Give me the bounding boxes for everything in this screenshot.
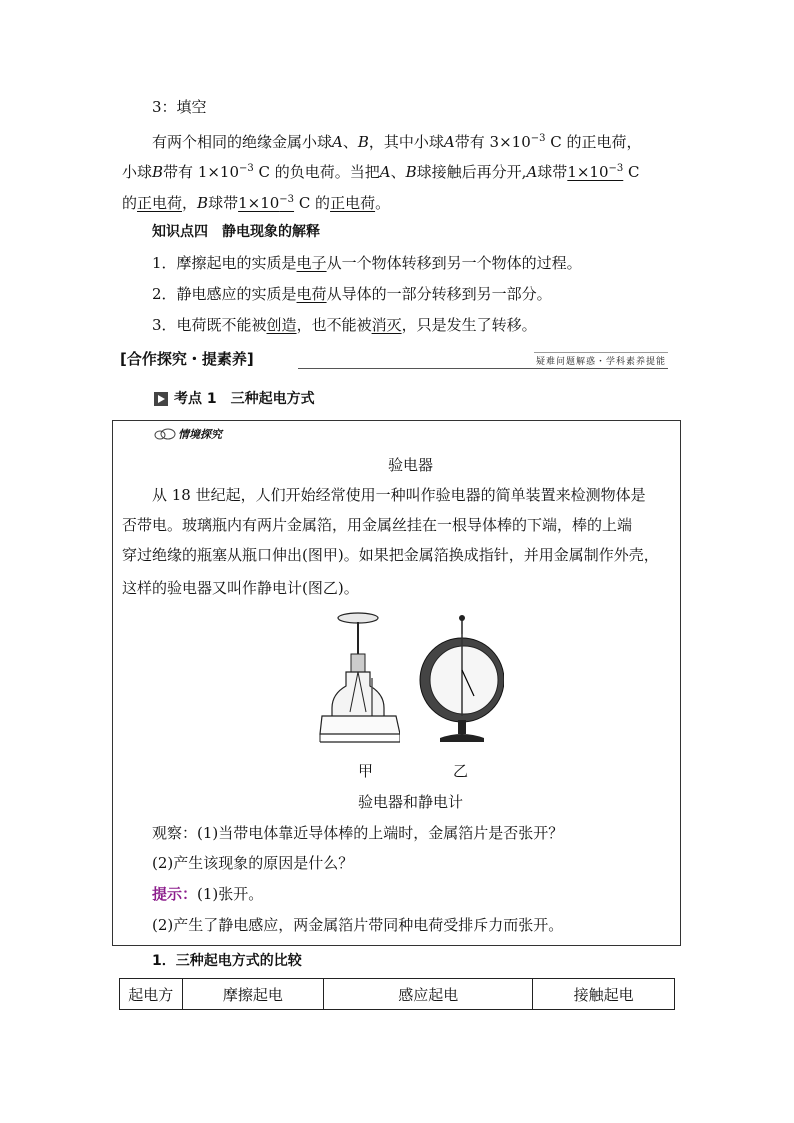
section-rule [298, 368, 668, 369]
text: C 的负电荷。当把 [253, 163, 380, 181]
var-a: A [332, 133, 343, 151]
point1-title: 考点 1 三种起电方式 [174, 391, 315, 407]
fill-heading: 3：填空 [152, 98, 207, 116]
fill-line-1 [152, 128, 642, 153]
figure-label-b: 乙 [453, 762, 469, 780]
header-cell: 摩擦起电 [182, 979, 324, 1010]
answer-4: 正电荷 [330, 194, 376, 212]
var-b: B [357, 133, 369, 151]
text: 的 [122, 194, 138, 212]
scene-label: 情境探究 [178, 428, 222, 441]
answer: 消灭 [371, 316, 402, 334]
answer-text: 1×10 [238, 194, 280, 212]
var-b: B [197, 194, 209, 212]
answer: 电荷 [296, 285, 327, 303]
text: 有两个相同的绝缘金属小球 [152, 133, 333, 151]
text: 从一个物体转移到另一个物体的过程。 [326, 254, 582, 272]
hint-2: (2)产生了静电感应，两金属箔片带同种电荷受排斥力而张开。 [152, 916, 564, 934]
answer: 电子 [296, 254, 327, 272]
kp4-item-2 [152, 283, 552, 305]
cloud-icon [154, 428, 176, 440]
text: 球接触后再分开, [416, 163, 527, 181]
var-a: A [526, 163, 538, 181]
text: 3．电荷既不能被 [152, 316, 267, 334]
figure-caption: 验电器和静电计 [358, 793, 464, 811]
kp4-item-1 [152, 252, 582, 274]
text: ，只是发生了转移。 [401, 316, 537, 334]
section-bar [120, 348, 668, 372]
text: C 的 [294, 194, 331, 212]
table-header-row [120, 979, 675, 1010]
hint-1 [152, 883, 263, 905]
text: ，其中小球 [368, 133, 444, 151]
compare-table [119, 978, 675, 1010]
header-cell: 感应起电 [324, 979, 533, 1010]
exponent: −3 [530, 133, 546, 144]
text: ，也不能被 [296, 316, 372, 334]
kp4-item-3 [152, 314, 537, 336]
section-title: [合作探究・提素养] [120, 350, 254, 368]
var-b: B [152, 163, 164, 181]
text: 球带 [208, 194, 239, 212]
text: 带有 3×10 [454, 133, 531, 151]
kp4-title: 知识点四 静电现象的解释 [152, 224, 320, 240]
scene-para-4: 这样的验电器又叫作静电计(图乙)。 [122, 579, 359, 597]
answer: 创造 [266, 316, 297, 334]
text: 2．静电感应的实质是 [152, 285, 297, 303]
scene-title: 验电器 [388, 456, 434, 474]
var-a: A [379, 163, 391, 181]
hint-label: 提示： [152, 885, 198, 903]
text: 球带 [537, 163, 568, 181]
text: 从导体的一部分转移到另一部分。 [326, 285, 552, 303]
var-a: A [443, 133, 455, 151]
text: C 的正电荷， [545, 133, 642, 151]
answer-1 [567, 163, 623, 181]
text: ， [182, 194, 198, 212]
text: 带有 1×10 [163, 163, 240, 181]
scene-para-3: 穿过绝缘的瓶塞从瓶口伸出(图甲)。如果把金属箔换成指针，并用金属制作外壳， [122, 546, 659, 564]
figure-label-a: 甲 [358, 762, 374, 780]
play-icon [154, 392, 168, 406]
text: C [623, 163, 640, 181]
text: 、 [390, 163, 406, 181]
answer-2: 正电荷 [137, 194, 183, 212]
exponent: −3 [608, 163, 624, 174]
hint-text: (1)张开。 [197, 885, 264, 903]
answer-3 [238, 194, 294, 212]
text: 。 [375, 194, 391, 212]
electrometer-figure [418, 612, 504, 748]
fill-line-2 [122, 158, 640, 183]
var-b: B [405, 163, 417, 181]
exponent: −3 [279, 194, 295, 205]
exponent: −3 [239, 163, 254, 174]
text: 小球 [122, 163, 153, 181]
scene-para-2: 否带电。玻璃瓶内有两片金属箔，用金属丝挂在一根导体棒的下端，棒的上端 [122, 516, 633, 534]
text: 、 [342, 133, 358, 151]
electroscope-figure [318, 612, 400, 748]
answer-text: 1×10 [567, 163, 609, 181]
fill-line-3 [122, 189, 390, 214]
section-tag: 疑难问题解惑・学科素养提能 [534, 352, 668, 368]
compare-title: 1．三种起电方式的比较 [152, 953, 302, 969]
observe-2: (2)产生该现象的原因是什么？ [152, 854, 354, 872]
header-cell: 起电方 [120, 979, 183, 1010]
header-cell: 接触起电 [533, 979, 675, 1010]
observe-1: 观察：(1)当带电体靠近导体棒的上端时，金属箔片是否张开？ [152, 824, 564, 842]
scene-para-1: 从 18 世纪起，人们开始经常使用一种叫作验电器的简单装置来检测物体是 [152, 486, 646, 504]
text: 1．摩擦起电的实质是 [152, 254, 297, 272]
